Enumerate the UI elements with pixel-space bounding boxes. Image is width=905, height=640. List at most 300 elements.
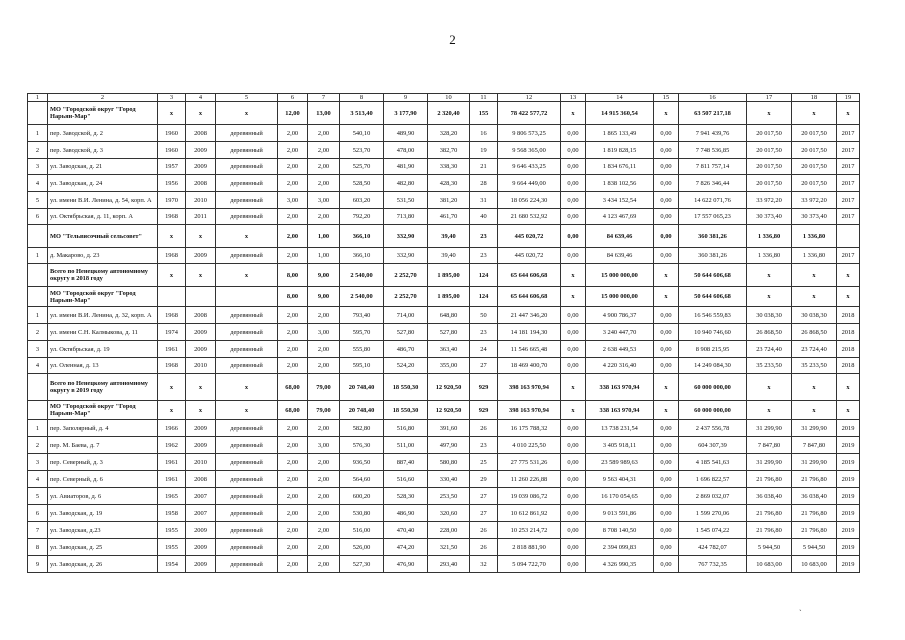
table-cell: x	[792, 287, 837, 307]
table-cell: 0,00	[654, 454, 679, 471]
address-cell: пер. Северный, д. 6	[48, 471, 158, 488]
table-cell: 595,70	[340, 324, 384, 341]
table-cell: 2,00	[278, 248, 308, 264]
table-cell: 65 644 606,68	[498, 264, 561, 287]
table-cell: 19	[470, 142, 498, 159]
table-cell: x	[837, 401, 860, 420]
table-cell: 2,00	[308, 488, 340, 505]
table-cell: 21	[470, 159, 498, 175]
table-cell: 2007	[186, 505, 216, 522]
table-cell: 2009	[186, 556, 216, 573]
table-cell: 516,60	[384, 471, 428, 488]
table-cell: 511,00	[384, 437, 428, 454]
table-cell: 767 732,35	[679, 556, 747, 573]
table-cell: 31	[470, 192, 498, 209]
table-cell: 2 320,40	[428, 102, 470, 125]
table-cell: 21 796,80	[792, 505, 837, 522]
table-cell: 26	[470, 420, 498, 437]
table-cell: x	[186, 264, 216, 287]
table-cell: деревянный	[216, 505, 278, 522]
table-cell: 2,00	[278, 556, 308, 573]
column-number-cell: 17	[747, 94, 792, 102]
address-cell: ул. Заводская, д. 19	[48, 505, 158, 522]
table-cell: 21 447 346,20	[498, 307, 561, 324]
table-cell: 30 373,40	[747, 209, 792, 225]
table-cell: 2,00	[308, 505, 340, 522]
table-cell: 3,00	[308, 192, 340, 209]
table-cell: 2,00	[308, 420, 340, 437]
table-cell: деревянный	[216, 522, 278, 539]
table-cell: 1957	[158, 159, 186, 175]
table-cell: 328,20	[428, 125, 470, 142]
table-cell: 330,40	[428, 471, 470, 488]
table-cell: 50 644 606,68	[679, 287, 747, 307]
table-row	[28, 437, 860, 454]
table-cell: 10 253 214,72	[498, 522, 561, 539]
table-cell: 24	[470, 341, 498, 358]
table-cell: 2,00	[278, 471, 308, 488]
table-cell: 1 865 133,49	[586, 125, 654, 142]
table-cell	[837, 225, 860, 248]
table-cell: 39,40	[428, 248, 470, 264]
section-total-row	[28, 225, 860, 248]
table-cell: 461,70	[428, 209, 470, 225]
table-cell: 4	[28, 175, 48, 192]
table-cell: 293,40	[428, 556, 470, 573]
table-cell	[28, 102, 48, 125]
table-cell: деревянный	[216, 125, 278, 142]
table-cell: 16 175 788,32	[498, 420, 561, 437]
table-cell: 2010	[186, 192, 216, 209]
table-cell: 2,00	[278, 539, 308, 556]
table-cell: 16	[470, 125, 498, 142]
table-cell: 9,00	[308, 264, 340, 287]
table-cell: 23	[470, 248, 498, 264]
table-cell: 5 944,50	[792, 539, 837, 556]
table-cell: 28	[470, 175, 498, 192]
table-row	[28, 142, 860, 159]
table-cell: x	[216, 102, 278, 125]
address-cell: ул. Заводская, д. 21	[48, 159, 158, 175]
table-cell: x	[747, 374, 792, 401]
column-number-cell: 8	[340, 94, 384, 102]
table-cell: 19 039 086,72	[498, 488, 561, 505]
table-cell: 2,00	[308, 539, 340, 556]
table-cell: 2009	[186, 539, 216, 556]
table-cell: 1961	[158, 341, 186, 358]
table-cell: x	[837, 102, 860, 125]
table-cell: 18 469 400,70	[498, 358, 561, 374]
table-cell: 2,00	[278, 159, 308, 175]
table-row	[28, 307, 860, 324]
table-cell	[28, 401, 48, 420]
table-cell: 0,00	[561, 522, 586, 539]
address-cell: ул. Заводская, д. 25	[48, 539, 158, 556]
table-cell: 2	[28, 142, 48, 159]
table-cell: 84 639,46	[586, 248, 654, 264]
table-cell: 79,00	[308, 401, 340, 420]
table-cell: 4 326 990,35	[586, 556, 654, 573]
table-cell: 2019	[837, 488, 860, 505]
table-cell: 3 434 152,54	[586, 192, 654, 209]
table-cell: 2 540,00	[340, 264, 384, 287]
table-cell: 0,00	[561, 125, 586, 142]
table-cell: 16 170 054,65	[586, 488, 654, 505]
table-cell: x	[747, 287, 792, 307]
table-cell: 0,00	[654, 437, 679, 454]
table-cell: 21 796,80	[747, 522, 792, 539]
table-row	[28, 471, 860, 488]
table-cell: 0,00	[654, 225, 679, 248]
table-cell	[158, 287, 186, 307]
address-cell: Всего по Ненецкому автономному округу в 2018 году	[48, 264, 158, 287]
table-cell: 18 056 224,30	[498, 192, 561, 209]
housing-program-table	[27, 93, 860, 573]
address-cell: МО "Городской округ "Город Нарьян-Мар"	[48, 102, 158, 125]
table-cell: 8 708 140,50	[586, 522, 654, 539]
table-row	[28, 539, 860, 556]
table-cell: 8,00	[278, 287, 308, 307]
table-cell: 0,00	[654, 522, 679, 539]
table-cell: 2,00	[278, 505, 308, 522]
table-cell: 0,00	[654, 471, 679, 488]
table-cell: 4 010 225,50	[498, 437, 561, 454]
table-cell: 9 568 365,00	[498, 142, 561, 159]
table-cell: 0,00	[654, 159, 679, 175]
table-cell: 1 838 102,56	[586, 175, 654, 192]
table-cell: 1954	[158, 556, 186, 573]
table-cell: 21 796,80	[792, 471, 837, 488]
table-cell: 2	[28, 437, 48, 454]
table-cell: x	[747, 401, 792, 420]
table-cell: деревянный	[216, 248, 278, 264]
table-cell: 648,80	[428, 307, 470, 324]
table-cell: деревянный	[216, 159, 278, 175]
table-cell: 10 683,00	[792, 556, 837, 573]
table-cell: 7 748 536,85	[679, 142, 747, 159]
table-cell: 2,00	[308, 209, 340, 225]
table-cell: 2 869 032,07	[679, 488, 747, 505]
table-cell: 516,80	[384, 420, 428, 437]
table-cell: 2018	[837, 324, 860, 341]
table-cell: x	[216, 374, 278, 401]
table-cell: 887,40	[384, 454, 428, 471]
address-cell: ул. Авиаторов, д. 6	[48, 488, 158, 505]
table-cell: 79,00	[308, 374, 340, 401]
table-cell: 14 181 194,30	[498, 324, 561, 341]
table-cell: 26	[470, 522, 498, 539]
table-cell: 0,00	[654, 324, 679, 341]
table-cell: 527,30	[340, 556, 384, 573]
address-cell: ул. Октябрьская, д. 19	[48, 341, 158, 358]
table-cell: 470,40	[384, 522, 428, 539]
table-cell: деревянный	[216, 471, 278, 488]
table-cell: 8,00	[278, 264, 308, 287]
table-cell: 1 599 270,06	[679, 505, 747, 522]
table-cell: деревянный	[216, 488, 278, 505]
table-cell: 4	[28, 358, 48, 374]
table-cell: 482,80	[384, 175, 428, 192]
table-cell: 21 680 532,92	[498, 209, 561, 225]
table-cell: 0,00	[561, 192, 586, 209]
table-cell: 2019	[837, 437, 860, 454]
table-cell: 20 017,50	[792, 175, 837, 192]
table-cell: деревянный	[216, 324, 278, 341]
table-cell: x	[792, 401, 837, 420]
section-total-row	[28, 374, 860, 401]
address-cell: ул. имени В.И. Ленина, д. 32, корп. А	[48, 307, 158, 324]
table-cell: 2009	[186, 248, 216, 264]
table-cell: 0,00	[561, 420, 586, 437]
table-cell: 360 381,26	[679, 248, 747, 264]
table-cell: 360 381,26	[679, 225, 747, 248]
table-cell: 531,50	[384, 192, 428, 209]
table-cell	[28, 225, 48, 248]
table-cell: x	[186, 225, 216, 248]
table-cell: 2011	[186, 209, 216, 225]
table-cell: 23 724,40	[747, 341, 792, 358]
table-cell: 20 017,50	[792, 125, 837, 142]
address-cell: ул. Октябрьская, д. 11, корп. А	[48, 209, 158, 225]
table-cell: 528,50	[340, 175, 384, 192]
table-cell: 2,00	[308, 358, 340, 374]
table-cell: 68,00	[278, 401, 308, 420]
table-cell: x	[654, 401, 679, 420]
section-total-row	[28, 102, 860, 125]
table-cell: 2009	[186, 159, 216, 175]
table-cell: 23	[470, 437, 498, 454]
table-cell: 13,00	[308, 102, 340, 125]
table-row	[28, 454, 860, 471]
table-cell: 31 299,90	[747, 420, 792, 437]
table-cell: 16 546 559,83	[679, 307, 747, 324]
table-cell: x	[186, 374, 216, 401]
table-cell: 36 038,40	[747, 488, 792, 505]
table-cell: 2,00	[278, 142, 308, 159]
table-cell: 2 437 556,78	[679, 420, 747, 437]
table-cell: 7 811 757,14	[679, 159, 747, 175]
table-cell: 1 696 822,57	[679, 471, 747, 488]
table-cell: 2,00	[278, 522, 308, 539]
table-cell: 2,00	[308, 522, 340, 539]
table-cell: 2019	[837, 539, 860, 556]
table-cell: 2,00	[308, 159, 340, 175]
table-cell: 481,90	[384, 159, 428, 175]
table-row	[28, 488, 860, 505]
table-cell: 1 895,00	[428, 264, 470, 287]
table-cell: 3	[28, 454, 48, 471]
table-cell: 0,00	[654, 209, 679, 225]
table-cell: 0,00	[654, 142, 679, 159]
table-row	[28, 209, 860, 225]
table-cell: 2009	[186, 142, 216, 159]
table-cell: 2 818 881,90	[498, 539, 561, 556]
table-cell: 20 017,50	[792, 159, 837, 175]
table-cell: 10 940 746,60	[679, 324, 747, 341]
address-cell: ул. Заводская, д. 24	[48, 175, 158, 192]
table-cell: 486,70	[384, 341, 428, 358]
table-cell: 1968	[158, 307, 186, 324]
table-row	[28, 505, 860, 522]
table-cell: 528,30	[384, 488, 428, 505]
table-cell: 0,00	[561, 307, 586, 324]
table-cell: 1,00	[308, 225, 340, 248]
table-cell: 936,50	[340, 454, 384, 471]
table-cell: 12,00	[278, 102, 308, 125]
table-cell: 3 240 447,70	[586, 324, 654, 341]
table-cell: 0,00	[654, 556, 679, 573]
table-cell: 527,80	[384, 324, 428, 341]
table-cell: 9 646 433,25	[498, 159, 561, 175]
table-cell: 332,90	[384, 225, 428, 248]
table-row	[28, 192, 860, 209]
table-cell: 0,00	[654, 307, 679, 324]
table-cell: 29	[470, 471, 498, 488]
table-cell: x	[654, 264, 679, 287]
table-cell: 523,70	[340, 142, 384, 159]
table-cell: 0,00	[561, 488, 586, 505]
table-cell: 15 000 000,00	[586, 287, 654, 307]
table-cell: 60 000 000,00	[679, 374, 747, 401]
table-row	[28, 175, 860, 192]
table-cell: 31 299,90	[792, 420, 837, 437]
table-cell: 1	[28, 248, 48, 264]
table-cell: 2,00	[278, 125, 308, 142]
table-cell: 2,00	[278, 420, 308, 437]
table-cell: 9 563 404,31	[586, 471, 654, 488]
table-cell: 0,00	[561, 539, 586, 556]
table-cell: 2 638 449,53	[586, 341, 654, 358]
table-cell: 0,00	[561, 505, 586, 522]
table-cell: 391,60	[428, 420, 470, 437]
table-cell: 527,80	[428, 324, 470, 341]
table-cell: 2017	[837, 142, 860, 159]
table-cell: 792,20	[340, 209, 384, 225]
table-cell: 35 233,50	[792, 358, 837, 374]
column-number-cell: 18	[792, 94, 837, 102]
table-cell: x	[158, 225, 186, 248]
table-cell: 9 664 449,00	[498, 175, 561, 192]
table-cell: 355,00	[428, 358, 470, 374]
column-number-cell: 12	[498, 94, 561, 102]
table-cell: 2 252,70	[384, 264, 428, 287]
table-cell: 1	[28, 420, 48, 437]
table-cell: 0,00	[654, 175, 679, 192]
table-cell: 0,00	[654, 125, 679, 142]
column-number-cell: 13	[561, 94, 586, 102]
table-cell	[28, 287, 48, 307]
table-cell: 2019	[837, 505, 860, 522]
table-cell: 9 806 573,25	[498, 125, 561, 142]
table-cell: 338 163 970,94	[586, 374, 654, 401]
table-cell: 600,20	[340, 488, 384, 505]
table-cell: 30 038,30	[747, 307, 792, 324]
table-cell: 7 826 346,44	[679, 175, 747, 192]
table-cell: 20 748,40	[340, 401, 384, 420]
table-cell: 445 020,72	[498, 248, 561, 264]
table-cell: 2019	[837, 420, 860, 437]
column-number-cell: 7	[308, 94, 340, 102]
table-cell: 1	[28, 125, 48, 142]
table-cell: 0,00	[654, 420, 679, 437]
table-cell: x	[747, 102, 792, 125]
address-cell: Всего по Ненецкому автономному округу в 2019 году	[48, 374, 158, 401]
table-cell: 0,00	[561, 454, 586, 471]
table-cell: 525,70	[340, 159, 384, 175]
table-cell: 60 000 000,00	[679, 401, 747, 420]
table-cell: 2017	[837, 175, 860, 192]
table-cell: 32	[470, 556, 498, 573]
table-cell: 0,00	[654, 505, 679, 522]
table-cell: деревянный	[216, 358, 278, 374]
table-cell: 1965	[158, 488, 186, 505]
table-cell: деревянный	[216, 142, 278, 159]
table-cell: 2	[28, 324, 48, 341]
table-cell: 27 775 531,26	[498, 454, 561, 471]
table-cell: 7 941 439,76	[679, 125, 747, 142]
table-cell: 6	[28, 209, 48, 225]
table-cell: 338,30	[428, 159, 470, 175]
table-cell: 2018	[837, 307, 860, 324]
table-cell: 0,00	[561, 471, 586, 488]
table-cell: 11 260 226,88	[498, 471, 561, 488]
table-cell: 11 546 665,48	[498, 341, 561, 358]
table-cell: 0,00	[654, 539, 679, 556]
table-cell: 516,00	[340, 522, 384, 539]
table-cell: 1 545 074,22	[679, 522, 747, 539]
table-cell: 526,00	[340, 539, 384, 556]
table-cell: 0,00	[561, 225, 586, 248]
table-cell: 25	[470, 454, 498, 471]
table-cell: 0,00	[561, 175, 586, 192]
table-cell: x	[792, 374, 837, 401]
table-cell: 23 724,40	[792, 341, 837, 358]
table-cell: 50	[470, 307, 498, 324]
column-number-cell: 2	[48, 94, 158, 102]
table-cell: 564,60	[340, 471, 384, 488]
table-cell: 30 038,30	[792, 307, 837, 324]
table-cell: 2010	[186, 358, 216, 374]
table-cell: 2,00	[278, 225, 308, 248]
table-cell: 2017	[837, 248, 860, 264]
table-cell: 2017	[837, 192, 860, 209]
table-cell: 2 394 099,83	[586, 539, 654, 556]
table-cell: 65 644 606,68	[498, 287, 561, 307]
table-cell: 576,30	[340, 437, 384, 454]
column-number-cell: 14	[586, 94, 654, 102]
table-cell: 2,00	[308, 307, 340, 324]
table-cell: 338 163 970,94	[586, 401, 654, 420]
table-cell: 18 550,30	[384, 401, 428, 420]
table-cell: 398 163 970,94	[498, 374, 561, 401]
column-number-cell: 1	[28, 94, 48, 102]
table-cell: 445 020,72	[498, 225, 561, 248]
table-cell: 2019	[837, 556, 860, 573]
table-cell: 2008	[186, 175, 216, 192]
table-cell: 1974	[158, 324, 186, 341]
table-cell: 0,00	[561, 556, 586, 573]
table-cell: 2019	[837, 454, 860, 471]
table-cell: 2,00	[308, 454, 340, 471]
table-cell: 0,00	[561, 142, 586, 159]
table-cell: 2,00	[278, 307, 308, 324]
table-cell: 21 796,80	[747, 471, 792, 488]
table-cell: 1 336,80	[747, 248, 792, 264]
table-cell: x	[186, 401, 216, 420]
column-number-cell: 19	[837, 94, 860, 102]
address-cell: пер. Заводской, д. 2	[48, 125, 158, 142]
table-cell: 381,20	[428, 192, 470, 209]
